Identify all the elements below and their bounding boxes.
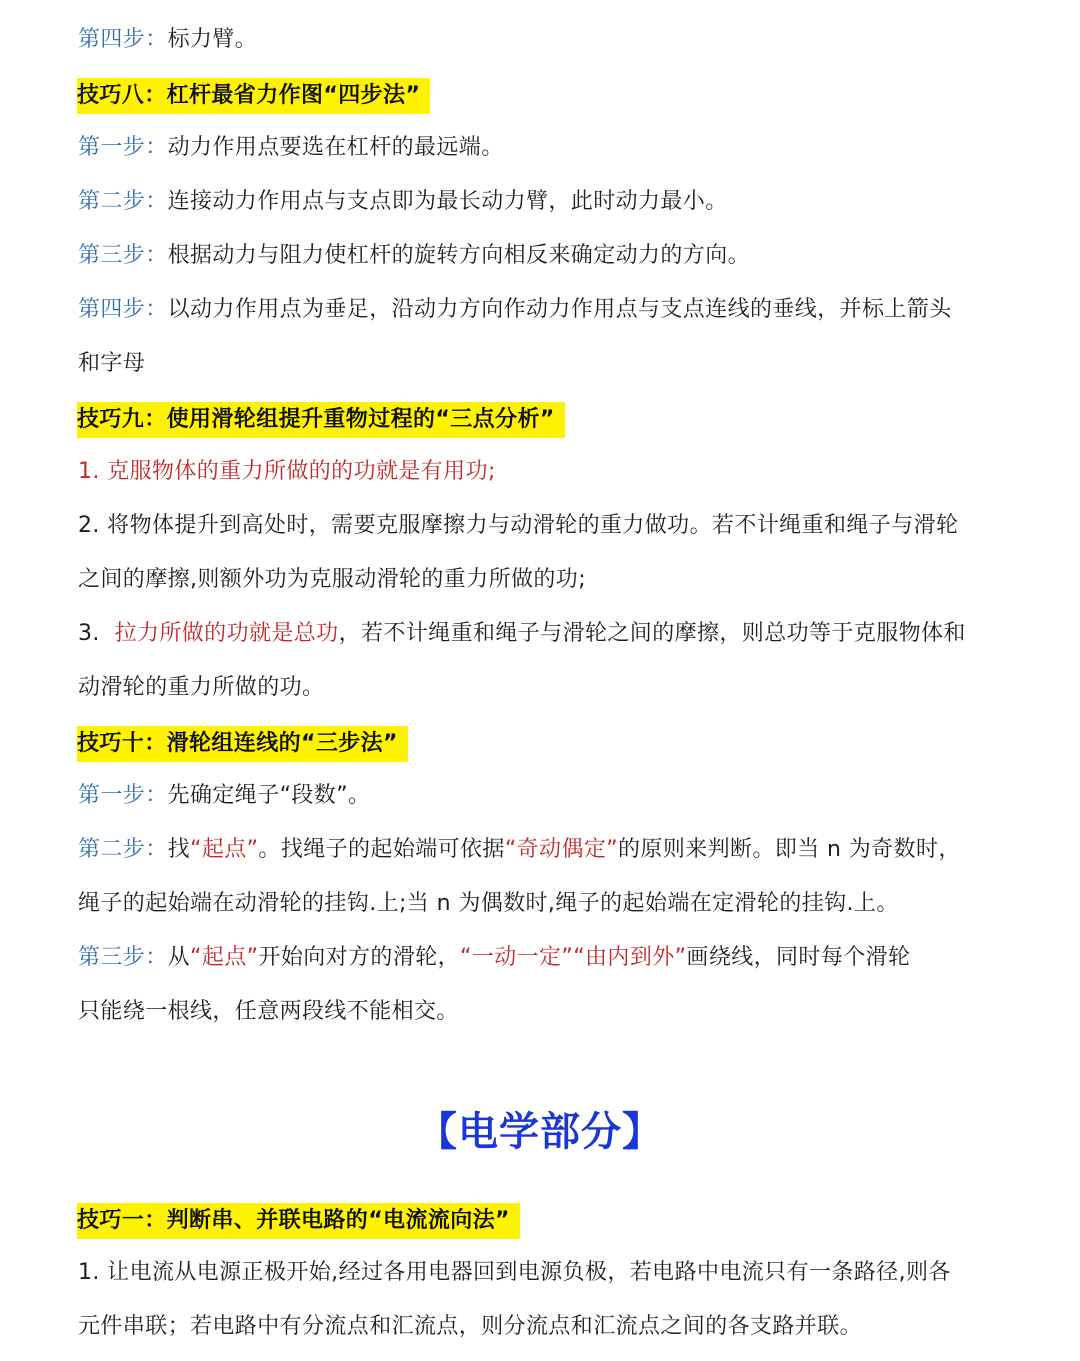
step-text: 动力作用点要选在杠杆的最远端。 [167, 135, 504, 160]
step-text: 标力臂。 [167, 27, 258, 52]
point-line [78, 1257, 1008, 1289]
red-highlight-text: “一动一定”“由内到外” [460, 945, 687, 970]
step-line [78, 24, 1008, 56]
step-label: 第一步： [78, 135, 168, 160]
step-text: 开始向对方的滑轮， [258, 945, 461, 970]
step-label: 第四步： [78, 27, 168, 52]
text-line [78, 564, 1008, 596]
point-line [78, 510, 1008, 542]
step-text: 找 [167, 837, 191, 862]
step-text: 以动力作用点为垂足，沿动力方向作动力作用点与支点连线的垂线，并标上箭头 [167, 297, 952, 322]
red-highlight-text: “奇动偶定” [504, 837, 619, 862]
paragraph-text: 绳子的起始端在动滑轮的挂钩.上;当 n 为偶数时,绳子的起始端在定滑轮的挂钩.上。 [78, 891, 899, 916]
step-label: 第二步： [78, 837, 168, 862]
point-number: 3. [78, 621, 115, 646]
step-line [78, 240, 1008, 272]
paragraph-text: 之间的摩擦,则额外功为克服动滑轮的重力所做的功; [78, 567, 587, 592]
step-label: 第三步： [78, 243, 168, 268]
point-line [78, 618, 1008, 650]
tip-heading-line [78, 1203, 1008, 1239]
red-highlight-text: 拉力所做的功就是总功 [114, 621, 339, 646]
step-text: 从 [167, 945, 191, 970]
step-line [78, 834, 1008, 866]
step-line [78, 942, 1008, 974]
step-text: 画绕线，同时每个滑轮 [686, 945, 911, 970]
red-highlight-text: “起点” [190, 837, 259, 862]
text-line [78, 348, 1008, 380]
tip-heading: 技巧八：杠杆最省力作图“四步法” [77, 78, 430, 114]
paragraph-text: ，若不计绳重和绳子与滑轮之间的摩擦，则总功等于克服物体和 [338, 621, 966, 646]
tip-heading: 技巧九：使用滑轮组提升重物过程的“三点分析” [77, 402, 565, 438]
step-line [78, 294, 1008, 326]
text-line [78, 888, 1008, 920]
step-line [78, 780, 1008, 812]
paragraph-text: 元件串联；若电路中有分流点和汇流点，则分流点和汇流点之间的各支路并联。 [78, 1314, 863, 1339]
section-title: 【电学部分】 [417, 1109, 663, 1155]
step-label: 第一步： [78, 783, 168, 808]
tip-heading: 技巧一：判断串、并联电路的“电流流向法” [77, 1203, 520, 1239]
tip-heading: 技巧十：滑轮组连线的“三步法” [77, 726, 408, 762]
step-text: 根据动力与阻力使杠杆的旋转方向相反来确定动力的方向。 [167, 243, 751, 268]
step-text: 先确定绳子“段数”。 [167, 783, 371, 808]
paragraph-text: 动滑轮的重力所做的功。 [78, 675, 325, 700]
step-text: 连接动力作用点与支点即为最长动力臂，此时动力最小。 [167, 189, 728, 214]
step-line [78, 186, 1008, 218]
paragraph-text: 2. 将物体提升到高处时，需要克服摩擦力与动滑轮的重力做功。若不计绳重和绳子与滑轮 [78, 513, 959, 538]
tip-heading-line [78, 402, 1008, 438]
step-label: 第三步： [78, 945, 168, 970]
point-line [78, 456, 1008, 488]
text-line [78, 672, 1008, 704]
paragraph-text: 和字母 [78, 351, 146, 376]
text-line [78, 1311, 1008, 1343]
tip-heading-line [78, 78, 1008, 114]
red-highlight-text: “起点” [190, 945, 259, 970]
step-text: 。找绳子的起始端可依据 [258, 837, 505, 862]
paragraph-text: 1. 让电流从电源正极开始,经过各用电器回到电源负极，若电路中电流只有一条路径,则各 [78, 1260, 951, 1285]
step-label: 第二步： [78, 189, 168, 214]
step-label: 第四步： [78, 297, 168, 322]
step-line [78, 132, 1008, 164]
step-text: 的原则来判断。即当 n 为奇数时， [618, 837, 961, 862]
paragraph-text: 只能绕一根线，任意两段线不能相交。 [78, 999, 459, 1024]
tip-heading-line [78, 726, 1008, 762]
red-highlight-text: 1. 克服物体的重力所做的的功就是有用功; [78, 459, 496, 484]
text-line [78, 996, 1008, 1028]
